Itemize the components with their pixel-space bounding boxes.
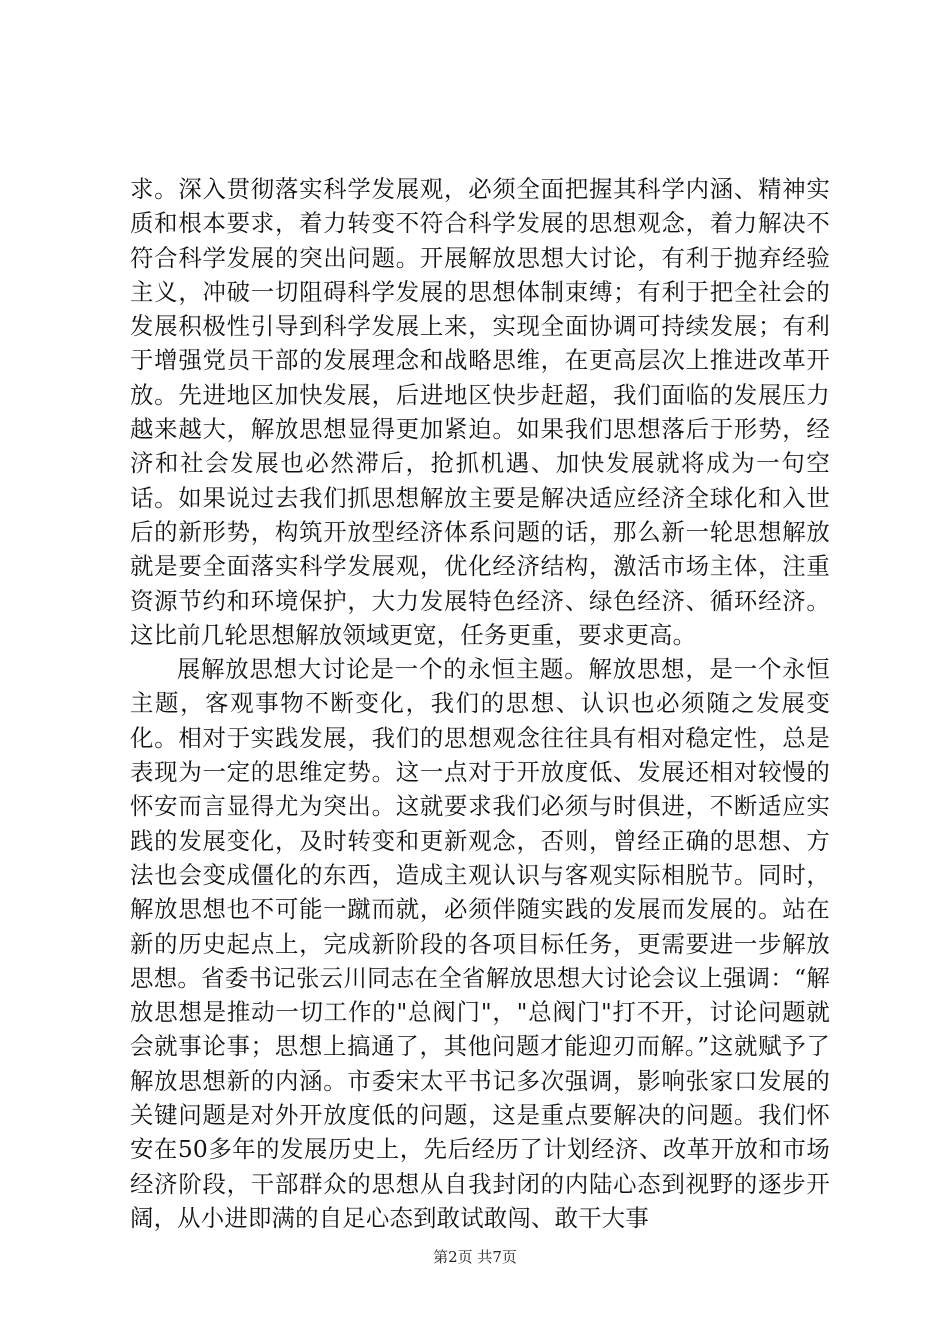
page-number-footer: 第2页 共7页 — [433, 1248, 517, 1266]
paragraph-2: 展解放思想大讨论是一个的永恒主题。解放思想，是一个永恒主题，客观事物不断变化，我们的思想、认识也必须随之发展变化。相对于实践发展，我们的思想观念往往具有相对稳定性，总是表现为一定的思维定势。这一点对于开放度低、发展还相对较慢的怀安而言显得尤为突出。这就要求我们必须与时俱进，不断适应实践的发展变化，及时转变和更新观念，否则，曾经正确的思想、方法也会变成僵化的东西，造成主观认识与客观实际相脱节。同时，解放思想也不可能一蹴而就，必须伴随实践的发展而发展的。站在新的历史起点上，完成新阶段的各项目标任务，更需要进一步解放思想。省委书记张云川同志在全省解放思想大讨论会议上强调：“解放思想是推动一切工作的"总阀门"，"总阀门"打不开，讨论问题就会就事论事；思想上搞通了，其他问题才能迎刃而解。”这就赋予了解放思想新的内涵。市委宋太平书记多次强调，影响张家口发展的关键问题是对外开放度低的问题，这是重点要解决的问题。我们怀安在50多年的发展历史上，先后经历了计划经济、改革开放和市场经济阶段，干部群众的思想从自我封闭的内陆心态到视野的逐步开阔，从小进即满的自足心态到敢试敢闯、敢干大事 — [130, 655, 830, 1232]
paragraph-1: 求。深入贯彻落实科学发展观，必须全面把握其科学内涵、精神实质和根本要求，着力转变不符合科学发展的思想观念，着力解决不符合科学发展的突出问题。开展解放思想大讨论，有利于抛弃经验主义，冲破一切阻碍科学发展的思想体制束缚；有利于把全社会的发展积极性引导到科学发展上来，实现全面协调可持续发展；有利于增强党员干部的发展理念和战略思维，在更高层次上推进改革开放。先进地区加快发展，后进地区快步赶超，我们面临的发展压力越来越大，解放思想显得更加紧迫。如果我们思想落后于形势，经济和社会发展也必然滞后，抢抓机遇、加快发展就将成为一句空话。如果说过去我们抓思想解放主要是解决适应经济全球化和入世后的新形势，构筑开放型经济体系问题的话，那么新一轮思想解放就是要全面落实科学发展观，优化经济结构，激活市场主体，注重资源节约和环境保护，大力发展特色经济、绿色经济、循环经济。这比前几轮思想解放领域更宽，任务更重，要求更高。 — [130, 175, 830, 649]
document-body — [130, 172, 830, 1235]
